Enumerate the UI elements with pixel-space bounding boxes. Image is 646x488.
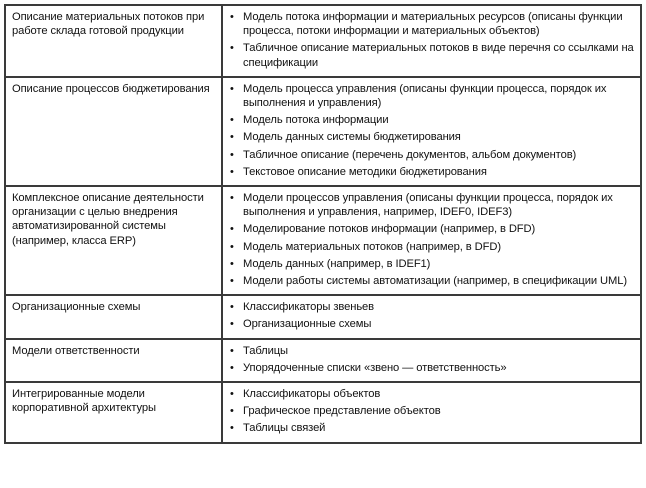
description-cell: [222, 382, 641, 443]
table-row: [5, 186, 641, 295]
list-item-text: Классификаторы звеньев: [243, 301, 375, 314]
bullet-icon: •: [230, 257, 234, 270]
description-cell: [222, 77, 641, 186]
topic-cell: [5, 186, 222, 295]
table-row: [5, 5, 641, 77]
list-item-text: Табличное описание (перечень документов, альбом документов): [243, 148, 577, 161]
bullet-list: [230, 300, 634, 331]
description-cell: [222, 339, 641, 382]
topic-text: Модели ответственности: [12, 344, 140, 357]
bullet-list: [230, 387, 634, 436]
list-item-text: Модель данных системы бюджетирования: [243, 131, 461, 144]
bullet-icon: •: [230, 388, 234, 401]
list-item: [230, 191, 634, 219]
list-item-text: Таблицы связей: [243, 422, 326, 435]
list-item: [230, 113, 634, 127]
bullet-list: [230, 82, 634, 179]
bullet-icon: •: [230, 82, 234, 95]
list-item: [230, 317, 634, 331]
topic-text: Интегрированные модели корпоративной архитектуры: [12, 388, 156, 415]
bullet-icon: •: [230, 131, 234, 144]
list-item-text: Моделирование потоков информации (например, в DFD): [243, 223, 536, 236]
bullet-icon: •: [230, 223, 234, 236]
list-item: [230, 257, 634, 271]
description-cell: [222, 186, 641, 295]
table-row: [5, 77, 641, 186]
list-item-text: Графическое представление объектов: [243, 405, 441, 418]
bullet-icon: •: [230, 301, 234, 314]
list-item-text: Табличное описание материальных потоков в виде перечня со ссылками на спецификации: [243, 42, 634, 69]
list-item: [230, 82, 634, 110]
bullet-icon: •: [230, 344, 234, 357]
list-item: [230, 387, 634, 401]
bullet-icon: •: [230, 11, 234, 23]
bullet-list: [230, 344, 634, 375]
list-item: [230, 41, 634, 69]
list-item: [230, 421, 634, 435]
list-item: [230, 240, 634, 254]
table-row: [5, 295, 641, 338]
list-item-text: Организационные схемы: [243, 318, 372, 331]
table-body: [5, 5, 641, 443]
topic-cell: [5, 77, 222, 186]
bullet-icon: •: [230, 422, 234, 435]
bullet-list: [230, 191, 634, 288]
bullet-icon: •: [230, 42, 234, 55]
list-item: [230, 404, 634, 418]
topic-cell: [5, 295, 222, 338]
list-item: [230, 300, 634, 314]
bullet-icon: •: [230, 114, 234, 127]
bullet-icon: •: [230, 240, 234, 253]
bullet-icon: •: [230, 165, 234, 178]
topic-text: Описание процессов бюджетирования: [12, 82, 210, 95]
list-item-text: Таблицы: [243, 344, 288, 357]
list-item: [230, 148, 634, 162]
list-item: [230, 344, 634, 358]
list-item-text: Модель потока информации: [243, 114, 389, 127]
list-item: [230, 361, 634, 375]
list-item: [230, 10, 634, 38]
bullet-icon: •: [230, 148, 234, 161]
list-item-text: Модель потока информации и материальных ресурсов (описаны функции процесса, потоки информации и материальных объектов): [243, 11, 623, 38]
table-row: [5, 382, 641, 443]
list-item-text: Модель процесса управления (описаны функции процесса, порядок их выполнения и управления): [243, 82, 607, 110]
list-item-text: Классификаторы объектов: [243, 388, 381, 401]
topic-cell: [5, 5, 222, 77]
bullet-icon: •: [230, 361, 234, 374]
topic-cell: [5, 339, 222, 382]
list-item: [230, 222, 634, 236]
table-row: [5, 339, 641, 382]
list-item-text: Модели работы системы автоматизации (например, в спецификации UML): [243, 275, 627, 288]
topic-text: Организационные схемы: [12, 301, 141, 314]
models-table: [4, 4, 642, 444]
description-cell: [222, 295, 641, 338]
list-item-text: Упорядоченные списки «звено — ответственность»: [243, 361, 507, 374]
list-item-text: Текстовое описание методики бюджетирования: [243, 165, 487, 178]
bullet-icon: •: [230, 318, 234, 331]
description-cell: [222, 5, 641, 77]
list-item-text: Модель данных (например, в IDEF1): [243, 257, 431, 270]
list-item: [230, 274, 634, 288]
list-item: [230, 130, 634, 144]
bullet-icon: •: [230, 275, 234, 288]
topic-text: Описание материальных потоков при работе склада готовой продукции: [12, 11, 205, 38]
topic-cell: [5, 382, 222, 443]
list-item-text: Модель материальных потоков (например, в DFD): [243, 240, 501, 253]
list-item: [230, 165, 634, 179]
bullet-icon: •: [230, 192, 234, 205]
topic-text: Комплексное описание деятельности организации с целью внедрения автоматизированной системы (например, класса ERP): [12, 192, 204, 247]
bullet-list: [230, 10, 634, 70]
list-item-text: Модели процессов управления (описаны функции процесса, порядок их выполнения и управления, например, IDEF0, IDEF3): [243, 192, 613, 219]
bullet-icon: •: [230, 405, 234, 418]
